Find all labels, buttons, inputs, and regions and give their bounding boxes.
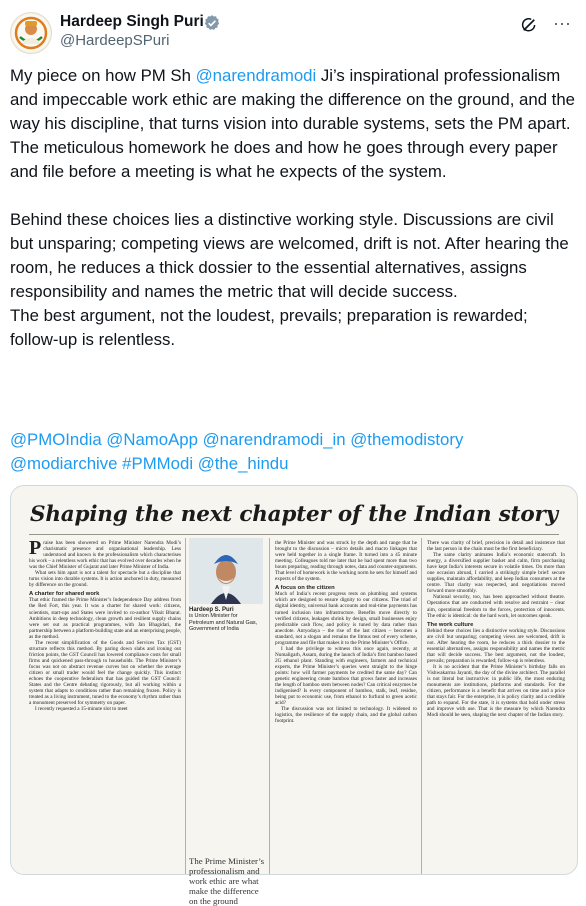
tweet-text-segment: Ji’s inspirational professionalism and impeccable work ethic are making the difference on the ground, and the way his discipline, that turns vision into durable systems, sets the PM apart. bbox=[10, 66, 576, 133]
col2-para-4: The discussion was not limited to technology. It widened to logistics, the resilience of the supply chain, and the global carbon footprint. bbox=[275, 706, 417, 725]
col3-para-4: Behind these choices lies a distinctive working style. Discussions are civil but unsparing; competing views are welcomed, drift is not. After hearing the room, he reduces a thick dossier to the essential alternatives, assigns responsibility and names the metric that will decide success. The best argument, not the loudest, prevails; preparation is rewarded; follow-up is relentless. bbox=[427, 627, 565, 664]
col2-subhead: A focus on the citizen bbox=[275, 585, 335, 592]
col3-para-2: The same clarity animates India’s economic statecraft. In energy, a diversified supplier basket and calm, firm purchasing have kept India’s interests secure in volatile times. On more than one occasion abroad, I carried a strikingly simple brief: secure supplies, maintain affordability, and keep Indian consumers at the centre. That clarity was respected, and negotiations moved forward more smoothly. bbox=[427, 552, 565, 595]
article-image[interactable] bbox=[10, 485, 578, 906]
col3-para-5: It is no accident that the Prime Minister’s birthday falls on Vishwakarma Jayanti, the day of the divine architect. The parallel is not literal but instructive: in public life, the most enduring monuments are institutions, platforms and standards. For the citizen, performance is a benefit that arrives on time and a price that stays fair. For the enterprise, it is policy clarity and a credible path to expand. For the state, it is systems that hold under stress and improve with use. That is the measure by which Narendra Modi should be seen, shaping the next chapter of the Indian story. bbox=[427, 663, 565, 719]
col3-para-1: There was clarity of brief, precision in detail and insistence that the last person in the chain must be the first beneficiary. bbox=[427, 540, 565, 553]
tweet-text bbox=[10, 64, 576, 352]
col1-para-5: I recently requested a 15-minute slot to meet bbox=[35, 706, 128, 713]
byline-name: Hardeep S. Puri bbox=[189, 607, 234, 613]
col2-para-1: the Prime Minister and was struck by the depth and range that he brought to the discussion – micro details and macro linkages that were held together in a single frame. It turned into a 45 minute meeting. Colleagues told me later that he had spent more than two hours preparing, reading through notes, data and counter-arguments. That level of homework is the working norm he sets for himself and expects of the system. bbox=[275, 540, 417, 583]
author-handle[interactable]: @HardeepSPuri bbox=[60, 32, 170, 49]
tweet-paragraph-4: The best argument, not the loudest, prevails; preparation is rewarded; follow-up is relentless. bbox=[10, 306, 528, 349]
col1-para-2: What sets him apart is not a talent for spectacle but a discipline that turns vision into durable systems. It is action anchored in duty, measured by difference on the ground. bbox=[29, 570, 181, 589]
col3-subhead: The work culture bbox=[427, 621, 474, 628]
article-column-3 bbox=[427, 540, 565, 874]
col1-subhead: A charter for shared work bbox=[29, 591, 100, 598]
pull-quote: The Prime Minister’s professionalism and work ethic are what make the difference on the ground bbox=[189, 856, 265, 906]
tweet-paragraph-2: The meticulous homework he does and how he goes through every paper and file before a meeting is what he expects of the system. bbox=[10, 138, 558, 181]
author-name[interactable]: Hardeep Singh Puri bbox=[60, 13, 204, 30]
col1-intro: raise has been showered on Prime Minister Narendra Modi’s charismatic presence and organisational leadership. Less understood and known is the professionalism which characterises his work – a relentless work ethic that has evolved over decades when he was the Chief Minister of Gujarat and later Prime Minister of India. bbox=[29, 540, 181, 571]
byline-role: is Union Minister for Petroleum and Natural Gas, Government of India bbox=[189, 613, 258, 633]
article-column-1 bbox=[29, 537, 181, 874]
col1-para-3: That ethic framed the Prime Minister’s Independence Day address from the Red Fort, this year. It was a charter for shared work: citizens, scientists, start-ups and States were invited to co-author Viksit Bharat. Ambitions in deep technology, clean growth and resilient supply chains were set out as practical programmes, with Jan Bhagidari, the partnership between a platform-building state and an enterprising people, as the method. bbox=[29, 597, 181, 640]
tweet-paragraph-3: Behind these choices lies a distinctive working style. Discussions are civil but unsparing; competing views are welcomed, drift is not. After hearing the room, he reduces a thick dossier to the essential alternatives, assigns responsibility and names the metric that will decide success. bbox=[10, 210, 569, 301]
more-options-icon[interactable]: ⋯ bbox=[553, 14, 572, 34]
tweet-text-segment: My piece on how PM Sh bbox=[10, 66, 196, 85]
author-photo bbox=[189, 538, 263, 604]
col3-para-3: National security, too, has been approached without theatre. Operations that are conducted with resolve and restraint – clear aim, operational freedom to the forces, protection of innocents. The ethic is identical: do the hard work, let outcomes speak. bbox=[427, 594, 565, 619]
avatar[interactable] bbox=[10, 12, 52, 54]
col2-para-2: Much of India’s recent progress rests on plumbing and systems which are designed to ensure dignity to our citizens. The triad of digital identity, universal bank accounts and real-time payments has turned inclusion into infrastructure. Benefits move directly to verified citizens, leakages shrink by design, small businesses enjoy predictable cash flow, and policy is tuned by data rather than anecdote. Antyodaya – the rise of the last citizen – becomes a standard, not a slogan and remains the litmus test of every scheme, programme and file that makes it to the Prime Minister’s Office. bbox=[275, 591, 417, 646]
column-divider bbox=[269, 538, 270, 874]
author-portrait-icon bbox=[189, 538, 263, 604]
tweet-header bbox=[10, 10, 576, 54]
verified-badge-icon bbox=[203, 14, 221, 32]
column-divider bbox=[421, 538, 422, 874]
tags-line-2[interactable]: @modiarchive #PMModi @the_hindu bbox=[10, 454, 289, 473]
headline-rule bbox=[29, 534, 559, 535]
tags-line-1[interactable]: @PMOIndia @NamoApp @narendramodi_in @themodistory bbox=[10, 430, 464, 449]
avatar-emblem-icon bbox=[11, 13, 51, 53]
article-headline: Shaping the next chapter of the Indian story bbox=[30, 502, 558, 527]
tweet-tags bbox=[10, 428, 576, 476]
drop-cap: P bbox=[29, 537, 42, 559]
column-divider bbox=[185, 538, 186, 874]
col1-para-4: The recent simplification of the Goods and Services Tax (GST) structure reflects this method. By paring down slabs and ironing out friction points, the GST Council has lowered compliance costs for small firms and quickened pass-through to households. The Prime Minister’s focus was not on abstract revenue curves but on whether the average citizen or small trader would feel the change quickly. This instinct echoes the cooperative federalism that has guided the GST Council: States and the Centre debating rigorously, but all working within a system that adapts to conditions rather than remaining frozen. Policy is treated as a living instrument, tuned to the economy’s rhythm rather than a monument preserved for symmetry on paper. bbox=[29, 639, 181, 707]
mention-narendramodi[interactable]: @narendramodi bbox=[195, 66, 317, 85]
col2-para-3: I had the privilege to witness this once again, recently, at Numaligarh, Assam, during the launch of India’s first bamboo based 2G ethanol plant. Standing with engineers, farmers and technical experts, the Prime Minister’s queries went straight to the hinge points: how will farmer payments be credited the same day? Can genetic engineering create bamboo that grows faster and increases the length of bamboo stem between nodes? Can critical enzymes be indigenised? Is every component of bamboo, stalk, leaf, residue, being put to economic use, from ethanol to furfural to green acetic acid? bbox=[275, 645, 417, 707]
author-byline bbox=[189, 607, 263, 633]
article-column-2 bbox=[275, 540, 417, 874]
tweet-paragraph-1 bbox=[10, 64, 576, 136]
grok-icon[interactable] bbox=[520, 16, 538, 34]
